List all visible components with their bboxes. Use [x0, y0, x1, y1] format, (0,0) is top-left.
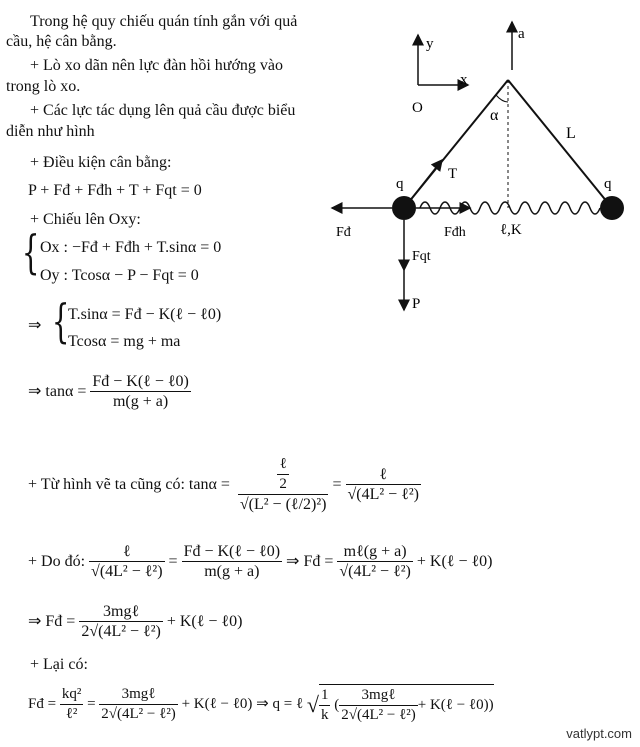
geometry-rhs-num: ℓ [346, 465, 422, 485]
final-root-num: 1 [319, 686, 331, 706]
equation-ox: Ox : −Fđ + Fđh + T.sinα = 0 [40, 239, 222, 256]
final-root-den: k [320, 707, 329, 723]
geometry-half-num: ℓ [277, 455, 289, 475]
thus-f2-num: Fđ − K(ℓ − ℓ0) [183, 543, 281, 560]
fd-expression [28, 602, 242, 641]
label-lk: ℓ,K [500, 222, 522, 238]
watermark: vatlypt.com [566, 726, 632, 741]
forces-line-1: + Các lực tác dụng lên quả cầu được biểu [30, 102, 296, 119]
label-fqt: Fqt [412, 249, 431, 264]
tan-expression [28, 372, 191, 411]
forces-line-2: diễn như hình [6, 123, 95, 140]
fd-tail: + K(ℓ − ℓ0) [166, 613, 243, 630]
final-eq: = [87, 696, 96, 712]
label-a: a [518, 26, 525, 42]
final-kq-num: kq² [60, 685, 84, 705]
geometry-label: + Từ hình vẽ ta cũng có: tanα = [28, 476, 230, 493]
final-inner-tail: + K(ℓ − ℓ0) [417, 697, 489, 713]
final-lhs: Fđ = [28, 696, 57, 712]
thus-label: + Do đó: [28, 553, 86, 570]
alpha-arc [496, 95, 508, 102]
intro-line-1: Trong hệ quy chiếu quán tính gắn với quả [30, 13, 298, 30]
fd-lhs: ⇒ Fđ = [28, 613, 76, 630]
spring-line-2: trong lò xo. [6, 78, 81, 95]
fd-num: 3mgℓ [79, 602, 163, 622]
label-x: x [460, 72, 468, 88]
tan-lhs: ⇒ tanα = [28, 383, 87, 400]
balance-equation: P + Fđ + Fđh + T + Fqt = 0 [28, 182, 202, 199]
final-tail: + K(ℓ − ℓ0) ⇒ q = ℓ [181, 696, 304, 712]
label-y: y [426, 36, 434, 52]
final-inner-den: 2√(4L² − ℓ²) [341, 707, 416, 723]
implies-arrow: ⇒ [28, 317, 42, 334]
fd-den: 2√(4L² − ℓ²) [81, 623, 161, 640]
label-T: T [448, 166, 458, 182]
final-label: + Lại có: [30, 656, 88, 673]
balance-label: + Điều kiện cân bằng: [30, 154, 172, 171]
intro-line-2: cầu, hệ cân bằng. [6, 33, 117, 50]
string-right [508, 80, 612, 208]
label-q-left: q [396, 176, 404, 192]
projection-label: + Chiếu lên Oxy: [30, 211, 141, 228]
final-den: 2√(4L² − ℓ²) [101, 706, 176, 722]
tan-numerator: Fđ − K(ℓ − ℓ0) [92, 373, 189, 390]
equation-oy: Oy : Tcosα − P − Fqt = 0 [40, 267, 199, 284]
label-q-right: q [604, 176, 612, 192]
label-L: L [566, 125, 576, 142]
thus-arrow: ⇒ Fđ = [286, 553, 334, 570]
final-expression: Fđ = $\frac{\text{kq²}}{\text{ℓ²}}$ = $\frac{\text{3mgℓ}}{\text{2√(4L² − ℓ²)}}$ + K(ℓ − ℓ0) ⇒ q = ℓ √ $\frac{1}{k}$ ( $\frac{\text{3mgℓ}}{\text{2√(4L² − ℓ²)}}$ + K(ℓ − ℓ0)) [28, 686, 494, 723]
system-line-1: T.sinα = Fđ − K(ℓ − ℓ0) [68, 306, 222, 323]
thus-expression: + Do đó: $\frac{\text{ℓ}}{\text{√(4L² − ℓ²)}}$ = $\frac{\text{Fđ − K(ℓ − ℓ0)}}{m(g + a)}$ ⇒ Fđ = $\frac{\text{mℓ(g + a)}}{\text{√(4L² − ℓ²)}}$ + K(ℓ − ℓ0) [28, 543, 493, 580]
system-line-2: Tcosα = mg + ma [68, 333, 181, 350]
label-p: P [412, 296, 421, 312]
thus-f2-den: m(g + a) [204, 563, 260, 580]
charge-left [392, 196, 416, 220]
final-kq-den: ℓ² [65, 706, 78, 722]
final-inner-num: 3mgℓ [339, 686, 418, 706]
label-fdh: Fđh [444, 225, 466, 240]
thus-f1-num: ℓ [89, 542, 165, 562]
charge-right [600, 196, 624, 220]
force-diagram [320, 10, 640, 330]
thus-tail: + K(ℓ − ℓ0) [416, 553, 493, 570]
geometry-half-den: 2 [279, 476, 287, 492]
final-num: 3mgℓ [99, 685, 178, 705]
thus-f1-den: √(4L² − ℓ²) [91, 563, 163, 580]
label-o: O [412, 100, 423, 116]
label-alpha: α [490, 107, 499, 124]
system-brace: { [21, 225, 40, 279]
thus-f3-num: mℓ(g + a) [337, 542, 413, 562]
geometry-expression: + Từ hình vẽ ta cũng có: tanα = $\frac{\frac{\text{ℓ}}{2}}{\text{√(L² − (ℓ/2)²)}}$ = $\frac{\text{ℓ}}{\text{√(4L² − ℓ²)}}$ [28, 456, 419, 513]
thus-f3-den: √(4L² − ℓ²) [339, 563, 411, 580]
tan-denominator: m(g + a) [112, 393, 169, 410]
system-brace-2: { [51, 294, 70, 348]
spring-line-1: + Lò xo dãn nên lực đàn hồi hướng vào [30, 57, 283, 74]
geometry-rhs-den: √(4L² − ℓ²) [347, 486, 419, 503]
label-fd: Fđ [336, 225, 351, 240]
